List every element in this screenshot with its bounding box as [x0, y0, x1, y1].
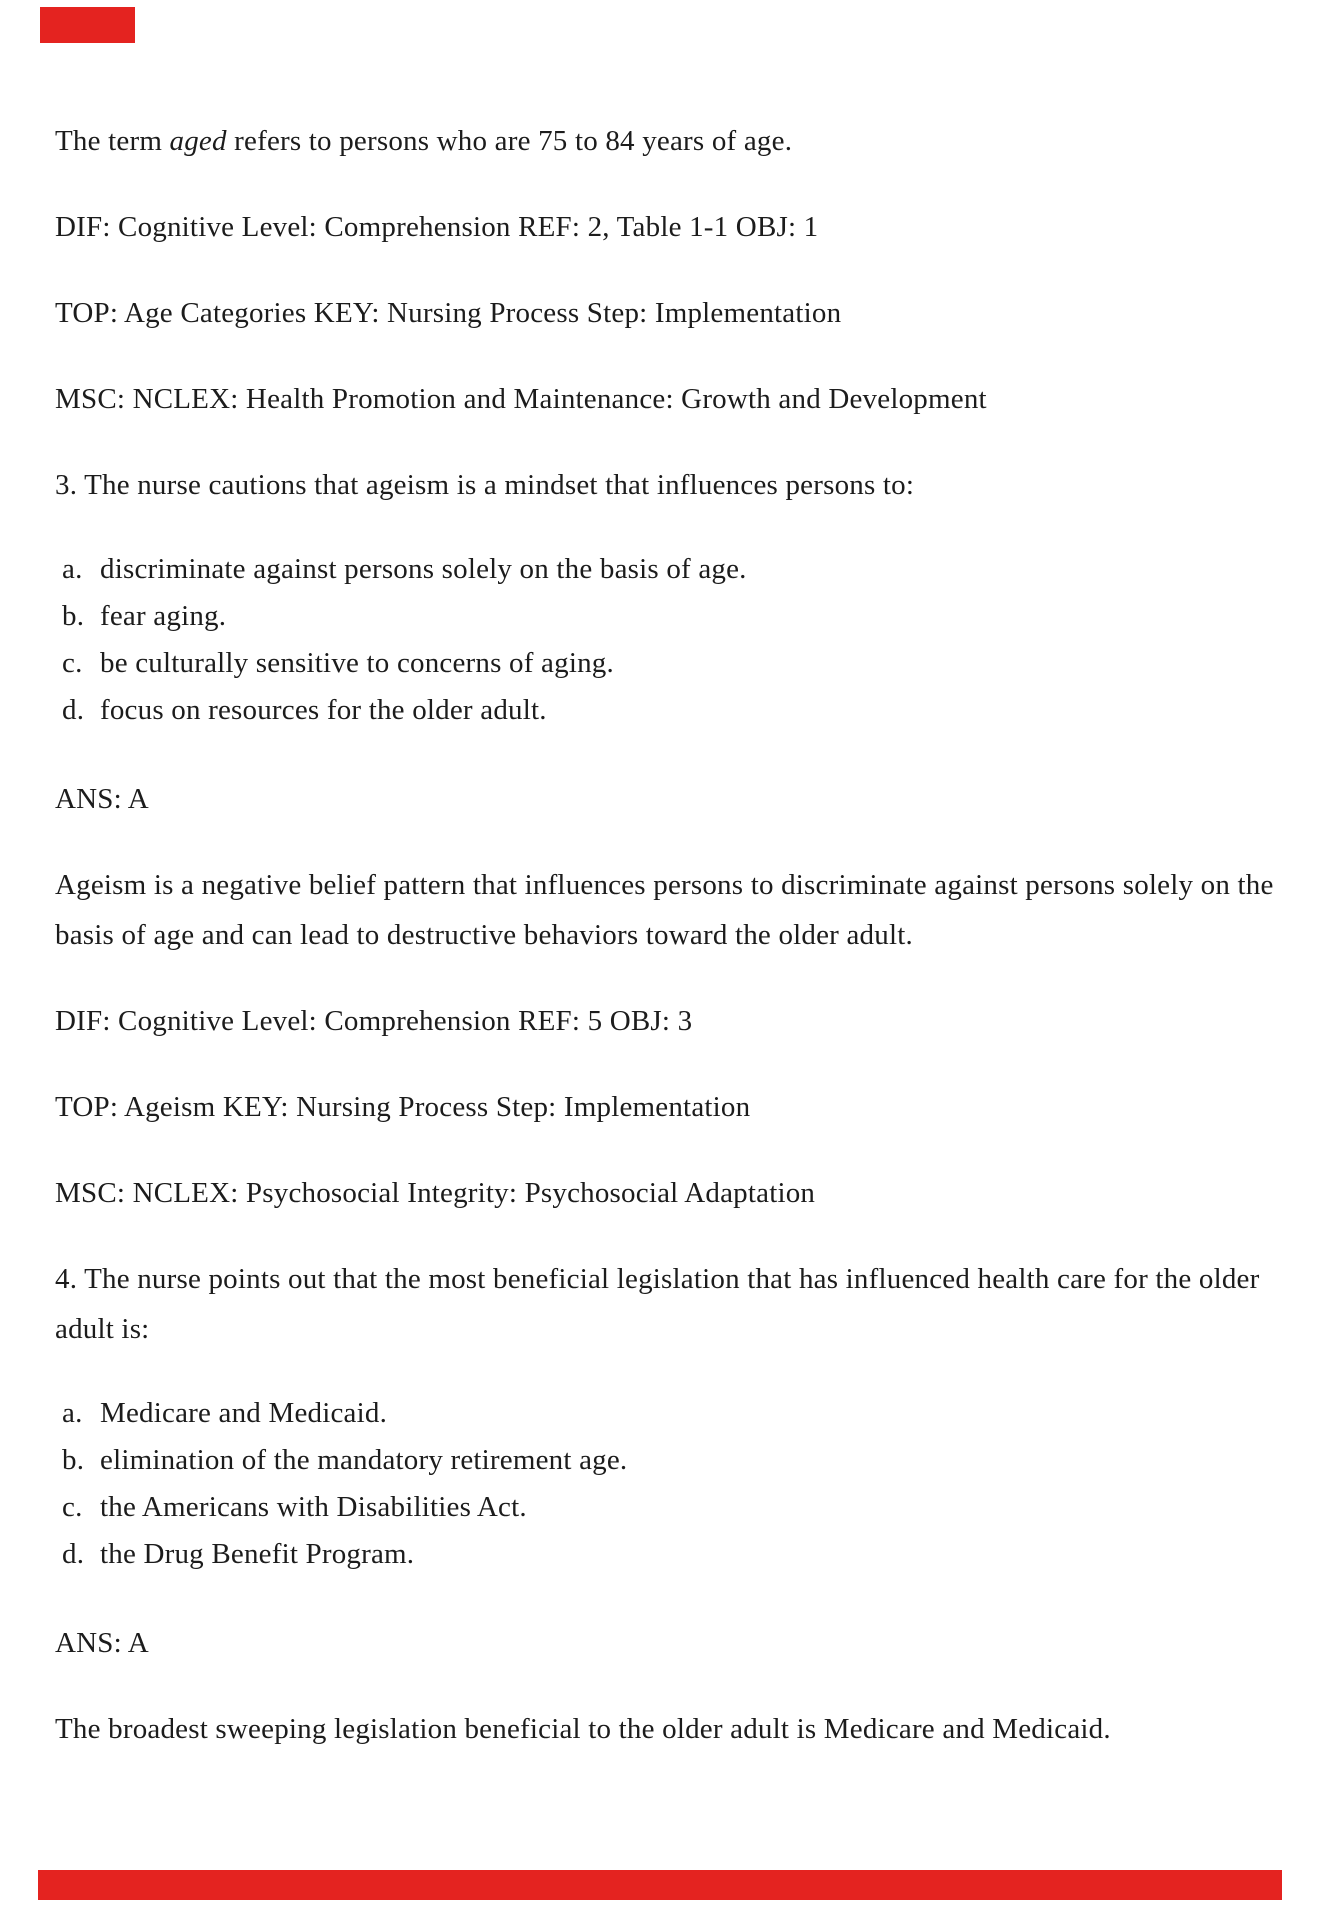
q4-option-a-text: Medicare and Medicaid. — [100, 1397, 388, 1429]
q3-option-a-letter: a. — [62, 553, 83, 585]
q4-option-a-letter: a. — [62, 1397, 83, 1429]
q3-option-c — [62, 640, 1275, 687]
q3-option-d — [62, 687, 1275, 734]
q2-feedback-line — [55, 116, 1275, 166]
q3-option-b — [62, 593, 1275, 640]
top-left-redaction-bar — [40, 7, 135, 43]
q2-msc-line: MSC: NCLEX: Health Promotion and Maintenance: Growth and Development — [55, 383, 987, 415]
q3-stem: 3. The nurse cautions that ageism is a mindset that influences persons to: — [55, 469, 915, 501]
q2-feedback-italic-term: aged — [169, 125, 227, 157]
q4-rationale: The broadest sweeping legislation beneficial to the older adult is Medicare and Medicaid. — [55, 1713, 1111, 1745]
q4-option-c-letter: c. — [62, 1491, 83, 1523]
q4-option-a — [62, 1390, 1275, 1437]
q3-msc-line: MSC: NCLEX: Psychosocial Integrity: Psychosocial Adaptation — [55, 1177, 816, 1209]
q3-option-d-text: focus on resources for the older adult. — [100, 694, 547, 726]
q4-option-d-letter: d. — [62, 1538, 85, 1570]
q2-feedback-pre: The term — [55, 125, 170, 157]
q4-option-c — [62, 1484, 1275, 1531]
q3-option-b-text: fear aging. — [100, 600, 227, 632]
document-content — [55, 116, 1275, 1790]
q3-option-a-text: discriminate against persons solely on the basis of age. — [100, 553, 747, 585]
q3-dif-line: DIF: Cognitive Level: Comprehension REF: 5 OBJ: 3 — [55, 1005, 693, 1037]
q3-option-c-letter: c. — [62, 647, 83, 679]
q2-feedback-post: refers to persons who are 75 to 84 years of age. — [226, 125, 793, 157]
q3-option-b-letter: b. — [62, 600, 85, 632]
q4-options-list — [55, 1390, 1275, 1578]
q2-dif-line: DIF: Cognitive Level: Comprehension REF: 2, Table 1-1 OBJ: 1 — [55, 211, 819, 243]
q4-option-c-text: the Americans with Disabilities Act. — [100, 1491, 527, 1523]
q3-options-list — [55, 546, 1275, 734]
q4-option-b-text: elimination of the mandatory retirement age. — [100, 1444, 628, 1476]
q4-option-d-text: the Drug Benefit Program. — [100, 1538, 415, 1570]
q4-option-b — [62, 1437, 1275, 1484]
q3-answer-line: ANS: A — [55, 783, 149, 815]
q3-option-a — [62, 546, 1275, 593]
q4-option-b-letter: b. — [62, 1444, 85, 1476]
q4-option-d — [62, 1531, 1275, 1578]
q2-top-line: TOP: Age Categories KEY: Nursing Process Step: Implementation — [55, 297, 842, 329]
bottom-redaction-bar — [38, 1870, 1282, 1900]
q3-top-line: TOP: Ageism KEY: Nursing Process Step: Implementation — [55, 1091, 751, 1123]
q3-option-c-text: be culturally sensitive to concerns of aging. — [100, 647, 614, 679]
q3-option-d-letter: d. — [62, 694, 85, 726]
q4-answer-line: ANS: A — [55, 1627, 149, 1659]
q4-stem: 4. The nurse points out that the most beneficial legislation that has influenced health care for the older adult is: — [55, 1263, 1260, 1345]
q3-rationale: Ageism is a negative belief pattern that influences persons to discriminate against persons solely on the basis of age and can lead to destructive behaviors toward the older adult. — [55, 869, 1274, 951]
